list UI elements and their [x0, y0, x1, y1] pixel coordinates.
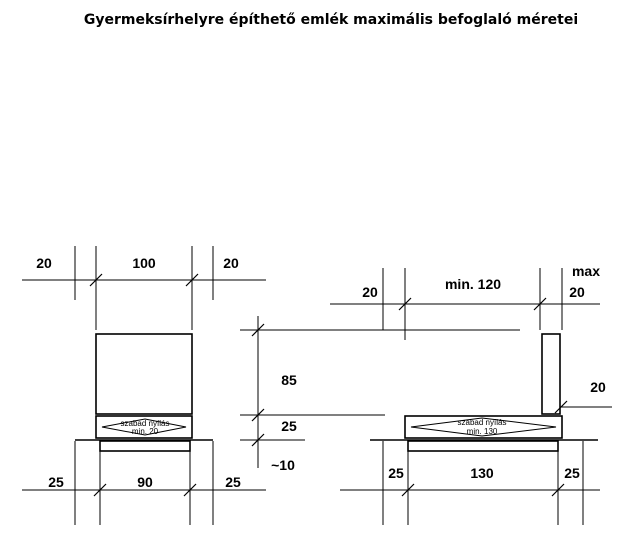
- side-plate-text-1: szabad nyílás: [457, 418, 507, 427]
- vertical-dim-top: 85: [281, 372, 297, 388]
- vertical-dims: [240, 316, 520, 473]
- front-top-dim-right: 20: [223, 255, 239, 271]
- side-top-dim-right: 20: [569, 284, 585, 300]
- front-top-dim-middle: 100: [132, 255, 156, 271]
- vertical-dim-middle: 25: [281, 418, 297, 434]
- vertical-dim-bottom: ~10: [271, 457, 295, 473]
- side-max-label: max: [571, 263, 601, 279]
- front-headstone: [96, 334, 192, 414]
- front-top-dim-left: 20: [36, 255, 52, 271]
- side-right-dim: 20: [590, 379, 606, 395]
- side-bottom-dim-right: 25: [564, 465, 580, 481]
- side-view: [330, 263, 612, 525]
- side-bottom-dim-left: 25: [388, 465, 404, 481]
- front-bottom-dim-right: 25: [225, 474, 241, 490]
- front-bottom-dim-left: 25: [48, 474, 64, 490]
- side-bottom-dim-middle: 130: [470, 465, 494, 481]
- front-base: [100, 441, 190, 451]
- side-headstone: [542, 334, 560, 414]
- front-view: [22, 246, 266, 525]
- front-plate-text-2: min. 20: [131, 427, 159, 436]
- front-bottom-dim-middle: 90: [137, 474, 153, 490]
- drawing-title: Gyermeksírhelyre építhető emlék maximális befoglaló méretei: [83, 12, 579, 28]
- side-base: [408, 441, 558, 451]
- side-top-dim-middle: min. 120: [444, 276, 502, 292]
- side-top-dim-left: 20: [362, 284, 378, 300]
- side-plate-text-2: min. 130: [466, 427, 498, 436]
- front-plate-text-1: szabad nyílás: [120, 419, 170, 428]
